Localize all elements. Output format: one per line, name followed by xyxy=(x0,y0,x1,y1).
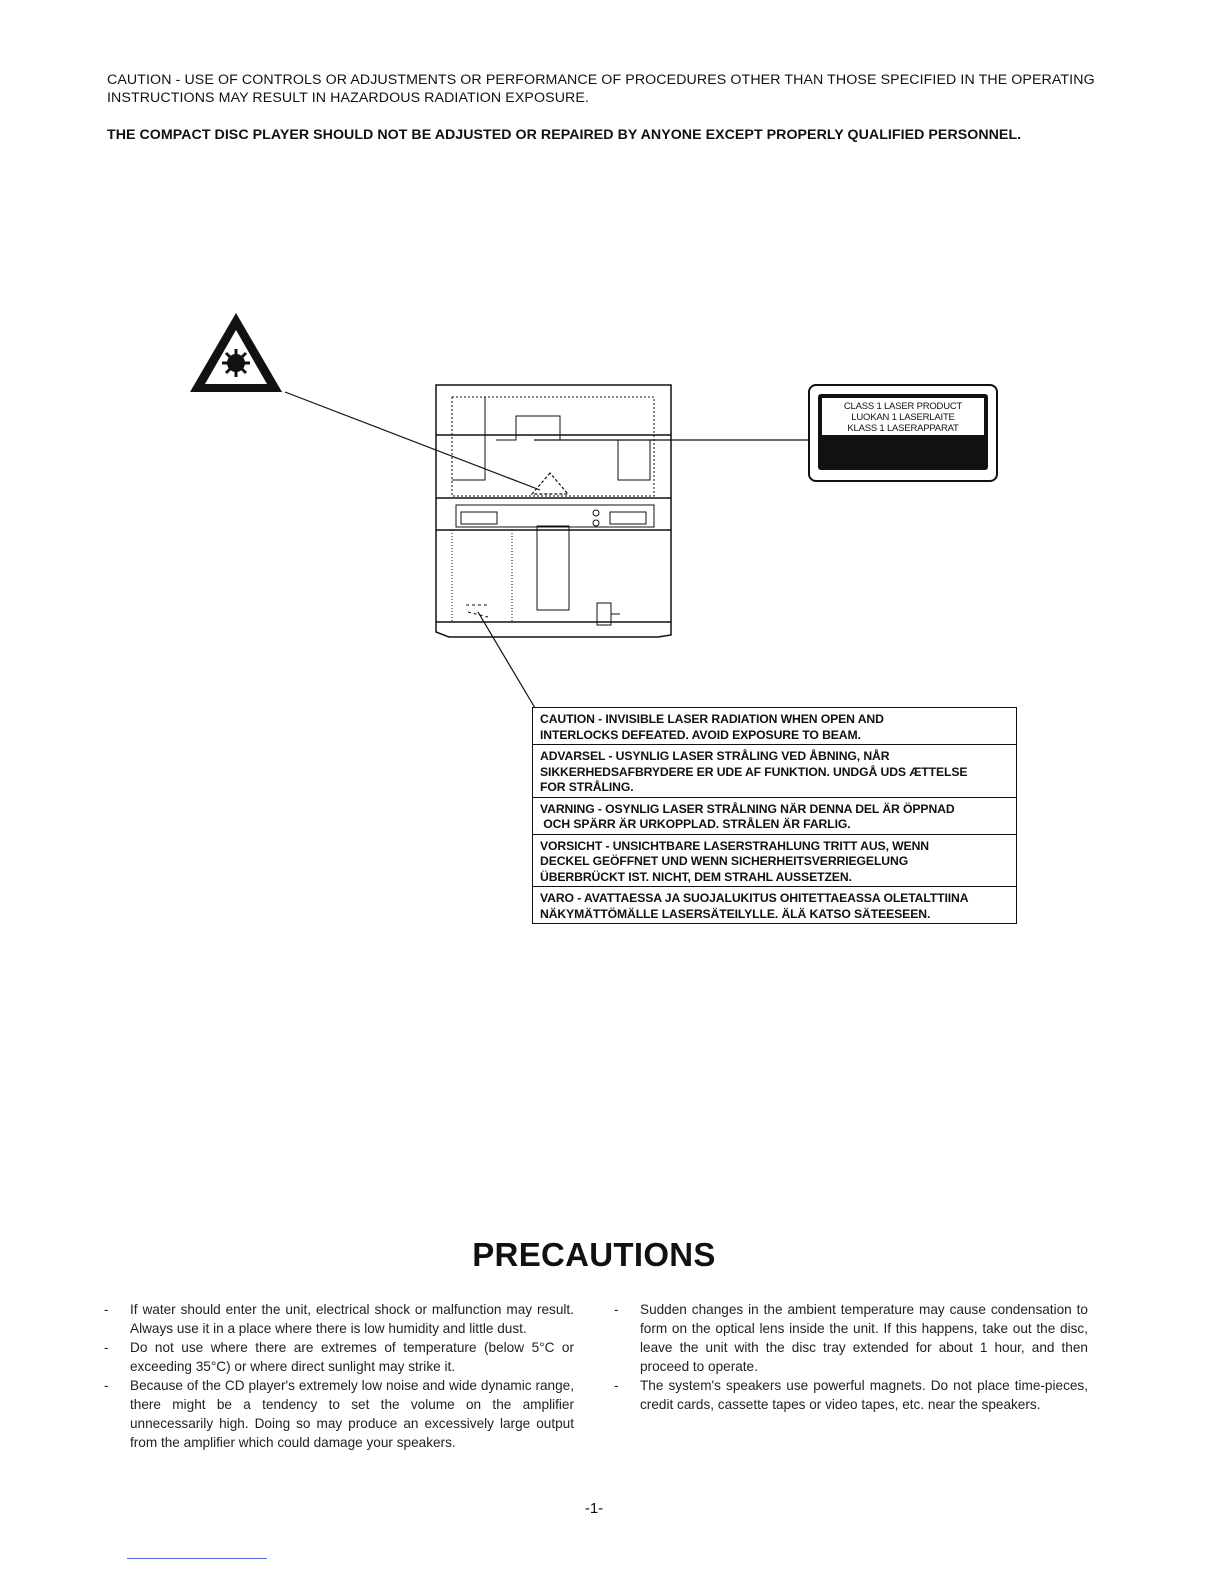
warning-text: DECKEL GEÖFFNET UND WENN SICHERHEITSVERRIEGELUNG xyxy=(540,854,909,868)
list-item xyxy=(104,1338,574,1376)
warning-text: INTERLOCKS DEFEATED. AVOID EXPOSURE TO BEAM. xyxy=(540,727,861,742)
warning-text: FOR STRÅLING. xyxy=(540,780,634,794)
list-item xyxy=(104,1300,574,1338)
device-rear-outline xyxy=(436,385,671,637)
class-1-laser-label xyxy=(808,384,998,482)
laser-warning-triangle-icon xyxy=(190,313,282,392)
warning-text: SIKKERHEDSAFBRYDERE ER UDE AF FUNKTION. UNDGÅ UDS ÆTTELSE xyxy=(540,764,968,779)
warning-row-danish xyxy=(533,745,1016,798)
bullet-dash: - xyxy=(614,1378,619,1393)
bullet-dash: - xyxy=(104,1340,109,1355)
warning-text: ÜBERBRÜCKT IST. NICHT, DEM STRAHL AUSSETZEN. xyxy=(540,869,852,884)
precaution-text: The system's speakers use powerful magnets. Do not place time-pieces, credit cards, cassette tapes or video tapes, etc. near the speakers. xyxy=(640,1378,1088,1412)
footer-rule xyxy=(127,1558,267,1559)
laser-warning-table xyxy=(532,707,1017,924)
bullet-dash: - xyxy=(614,1302,619,1317)
precautions-left-column xyxy=(104,1300,574,1452)
label-line-1: CLASS 1 LASER PRODUCT xyxy=(843,401,963,412)
bullet-dash: - xyxy=(104,1302,109,1317)
label-line-2: LUOKAN 1 LASERLAITE xyxy=(851,412,955,423)
warning-text: VORSICHT - UNSICHTBARE LASERSTRAHLUNG TRITT AUS, WENN xyxy=(540,838,929,853)
connector-blocks xyxy=(461,510,646,526)
precaution-text: Sudden changes in the ambient temperature may cause condensation to form on the optical lens inside the unit. If this happens, take out the disc, leave the unit with the disc tray extended for about 1 hour, and then proceed to operate. xyxy=(640,1302,1088,1374)
label-text-panel xyxy=(822,398,984,435)
warning-row-swedish xyxy=(533,798,1016,835)
list-item xyxy=(614,1376,1088,1414)
leader-line-laser xyxy=(285,392,540,490)
warning-row-german xyxy=(533,835,1016,888)
warning-text: OCH SPÄRR ÄR URKOPPLAD. STRÅLEN ÄR FARLIG. xyxy=(540,817,851,831)
leader-line-warning xyxy=(478,612,535,708)
page-number: -1- xyxy=(584,1500,604,1517)
warning-text: VARO - AVATTAESSA JA SUOJALUKITUS OHITETTAEASSA OLETALTTIINA xyxy=(540,891,969,905)
warning-text: ADVARSEL - USYNLIG LASER STRÅLING VED ÅBNING, NÅR xyxy=(540,749,890,763)
precaution-text: If water should enter the unit, electrical shock or malfunction may result. Always use it in a place where there is low humidity and little dust. xyxy=(130,1302,574,1336)
list-item xyxy=(104,1376,574,1452)
warning-row-english xyxy=(533,708,1016,745)
list-item xyxy=(614,1300,1088,1376)
warning-text: CAUTION - INVISIBLE LASER RADIATION WHEN OPEN AND xyxy=(540,712,884,726)
precautions-title: PRECAUTIONS xyxy=(472,1236,716,1273)
warning-text: VARNING - OSYNLIG LASER STRÅLNING NÄR DENNA DEL ÄR ÖPPNAD xyxy=(540,801,955,816)
caution-paragraph-2: THE COMPACT DISC PLAYER SHOULD NOT BE ADJUSTED OR REPAIRED BY ANYONE EXCEPT PROPERLY QUALIFIED PERSONNEL. xyxy=(107,127,1022,143)
precaution-text: Because of the CD player's extremely low noise and wide dynamic range, there might be a tendency to set the volume on the amplifier unnecessarily high. Doing so may produce an excessively large output from the amplifier which could damage your speakers. xyxy=(130,1378,574,1450)
warning-row-finnish xyxy=(533,887,1016,923)
warning-text: NÄKYMÄTTÖMÄLLE LASERSÄTEILYLLE. ÄLÄ KATSO SÄTEESEEN. xyxy=(540,906,931,921)
device-laser-triangle-icon xyxy=(532,473,568,494)
precaution-text: Do not use where there are extremes of temperature (below 5°C or exceeding 35°C) or where direct sunlight may strike it. xyxy=(130,1340,574,1374)
precautions-right-column xyxy=(614,1300,1088,1414)
bullet-dash: - xyxy=(104,1378,109,1393)
caution-paragraph-1: CAUTION - USE OF CONTROLS OR ADJUSTMENTS OR PERFORMANCE OF PROCEDURES OTHER THAN THOSE SPECIFIED IN THE OPERATING INSTRUCTIONS MAY RESULT IN HAZARDOUS RADIATION EXPOSURE. xyxy=(107,72,1095,106)
label-line-3: KLASS 1 LASERAPPARAT xyxy=(847,423,959,434)
